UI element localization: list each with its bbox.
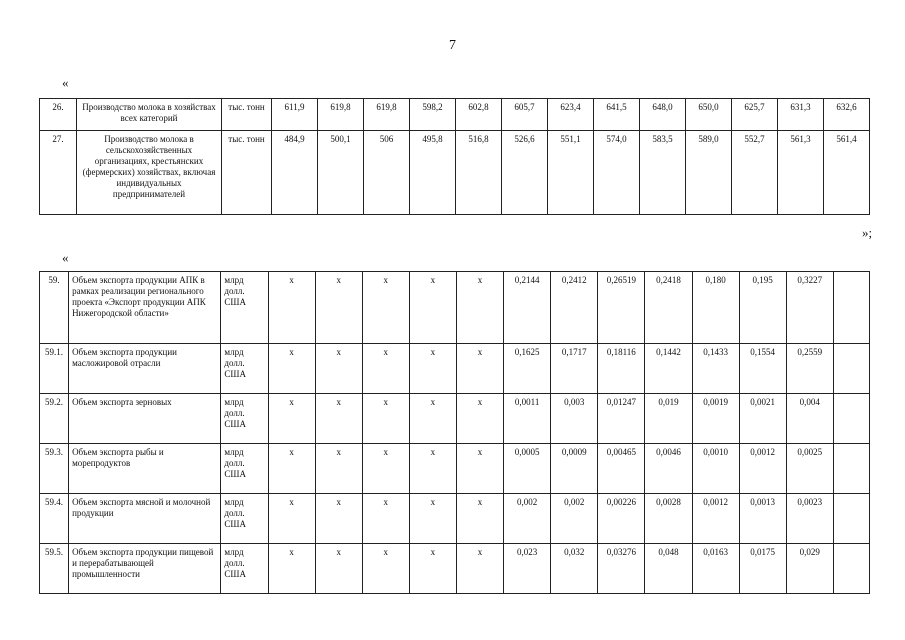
- indicator-name: Производство молока в сельскохозяйственных организациях, крестьянских (фермерских) хозяйствах, включая индивидуальных предпринимателей: [77, 131, 222, 215]
- value-cell: 0,2559: [786, 344, 833, 394]
- value-cell: 0,180: [692, 272, 739, 344]
- unit: млрд долл. США: [221, 544, 268, 594]
- indicator-name: Объем экспорта мясной и молочной продукции: [69, 494, 221, 544]
- value-cell: 0,18116: [598, 344, 645, 394]
- opening-quote-1: «: [62, 75, 69, 90]
- unit: тыс. тонн: [222, 99, 272, 131]
- value-cell: 0,2144: [504, 272, 551, 344]
- value-cell: 0,0175: [739, 544, 786, 594]
- value-cell: 0,029: [786, 544, 833, 594]
- value-cell: 500,1: [318, 131, 364, 215]
- value-cell: 0,023: [504, 544, 551, 594]
- indicator-name: Производство молока в хозяйствах всех категорий: [77, 99, 222, 131]
- unit: млрд долл. США: [221, 494, 268, 544]
- value-cell: [833, 544, 869, 594]
- value-cell: 574,0: [594, 131, 640, 215]
- value-cell: 561,4: [824, 131, 870, 215]
- value-cell: х: [456, 272, 503, 344]
- value-cell: 0,0046: [645, 444, 692, 494]
- value-cell: 0,1433: [692, 344, 739, 394]
- value-cell: 0,0021: [739, 394, 786, 444]
- value-cell: 632,6: [824, 99, 870, 131]
- value-cell: 0,0028: [645, 494, 692, 544]
- indicator-name: Объем экспорта продукции АПК в рамках реализации регионального проекта «Экспорт продукции АПК Нижегородской области»: [69, 272, 221, 344]
- value-cell: х: [268, 394, 315, 444]
- row-number: 59.: [40, 272, 69, 344]
- row-number: 59.5.: [40, 544, 69, 594]
- value-cell: 0,03276: [598, 544, 645, 594]
- value-cell: 0,1554: [739, 344, 786, 394]
- value-cell: 0,0005: [504, 444, 551, 494]
- value-cell: 0,0163: [692, 544, 739, 594]
- row-number: 26.: [40, 99, 77, 131]
- value-cell: 0,002: [504, 494, 551, 544]
- value-cell: 0,2412: [551, 272, 598, 344]
- value-cell: 561,3: [778, 131, 824, 215]
- value-cell: х: [268, 272, 315, 344]
- value-cell: 0,0011: [504, 394, 551, 444]
- value-cell: х: [362, 494, 409, 544]
- value-cell: х: [362, 344, 409, 394]
- value-cell: 611,9: [272, 99, 318, 131]
- value-cell: х: [409, 344, 456, 394]
- value-cell: х: [362, 444, 409, 494]
- table-row: [40, 99, 870, 131]
- row-number: 27.: [40, 131, 77, 215]
- value-cell: 0,0012: [692, 494, 739, 544]
- value-cell: 602,8: [456, 99, 502, 131]
- table-row: [40, 544, 870, 594]
- table-row: [40, 494, 870, 544]
- value-cell: 641,5: [594, 99, 640, 131]
- value-cell: 0,1442: [645, 344, 692, 394]
- value-cell: х: [409, 444, 456, 494]
- agro-export-table: [39, 271, 870, 594]
- row-number: 59.4.: [40, 494, 69, 544]
- value-cell: х: [456, 394, 503, 444]
- unit: тыс. тонн: [222, 131, 272, 215]
- value-cell: 0,0019: [692, 394, 739, 444]
- value-cell: 0,00226: [598, 494, 645, 544]
- value-cell: 0,1717: [551, 344, 598, 394]
- value-cell: х: [315, 344, 362, 394]
- value-cell: х: [315, 444, 362, 494]
- indicator-name: Объем экспорта зерновых: [69, 394, 221, 444]
- value-cell: х: [315, 544, 362, 594]
- row-number: 59.1.: [40, 344, 69, 394]
- value-cell: 619,8: [364, 99, 410, 131]
- row-number: 59.3.: [40, 444, 69, 494]
- value-cell: х: [362, 544, 409, 594]
- value-cell: х: [268, 544, 315, 594]
- value-cell: х: [315, 272, 362, 344]
- value-cell: [833, 272, 869, 344]
- value-cell: 605,7: [502, 99, 548, 131]
- value-cell: 516,8: [456, 131, 502, 215]
- value-cell: 0,019: [645, 394, 692, 444]
- value-cell: 598,2: [410, 99, 456, 131]
- table-row: [40, 444, 870, 494]
- value-cell: х: [409, 394, 456, 444]
- value-cell: 0,032: [551, 544, 598, 594]
- value-cell: 648,0: [640, 99, 686, 131]
- value-cell: 0,0013: [739, 494, 786, 544]
- value-cell: х: [456, 444, 503, 494]
- unit: млрд долл. США: [221, 344, 268, 394]
- table-row: [40, 131, 870, 215]
- value-cell: 552,7: [732, 131, 778, 215]
- unit: млрд долл. США: [221, 394, 268, 444]
- value-cell: 0,2418: [645, 272, 692, 344]
- value-cell: 495,8: [410, 131, 456, 215]
- value-cell: 619,8: [318, 99, 364, 131]
- value-cell: [833, 494, 869, 544]
- value-cell: х: [315, 494, 362, 544]
- value-cell: 0,1625: [504, 344, 551, 394]
- value-cell: х: [409, 494, 456, 544]
- value-cell: 625,7: [732, 99, 778, 131]
- value-cell: [833, 344, 869, 394]
- value-cell: [833, 444, 869, 494]
- table-row: [40, 394, 870, 444]
- value-cell: х: [362, 394, 409, 444]
- value-cell: х: [456, 494, 503, 544]
- value-cell: 650,0: [686, 99, 732, 131]
- table-row: [40, 344, 870, 394]
- page-number: 7: [449, 38, 456, 53]
- value-cell: 506: [364, 131, 410, 215]
- value-cell: 551,1: [548, 131, 594, 215]
- value-cell: х: [456, 344, 503, 394]
- table-row: [40, 272, 870, 344]
- value-cell: 0,048: [645, 544, 692, 594]
- value-cell: х: [315, 394, 362, 444]
- value-cell: х: [409, 272, 456, 344]
- milk-production-table: [39, 98, 870, 215]
- value-cell: 0,004: [786, 394, 833, 444]
- value-cell: 623,4: [548, 99, 594, 131]
- value-cell: 589,0: [686, 131, 732, 215]
- value-cell: 0,0023: [786, 494, 833, 544]
- value-cell: х: [268, 494, 315, 544]
- value-cell: 583,5: [640, 131, 686, 215]
- unit: млрд долл. США: [221, 444, 268, 494]
- indicator-name: Объем экспорта продукции масложировой отрасли: [69, 344, 221, 394]
- value-cell: х: [268, 344, 315, 394]
- closing-quote: »;: [862, 225, 873, 240]
- value-cell: 0,0012: [739, 444, 786, 494]
- row-number: 59.2.: [40, 394, 69, 444]
- value-cell: х: [268, 444, 315, 494]
- value-cell: 0,3227: [786, 272, 833, 344]
- value-cell: 0,003: [551, 394, 598, 444]
- value-cell: х: [362, 272, 409, 344]
- value-cell: х: [456, 544, 503, 594]
- value-cell: 484,9: [272, 131, 318, 215]
- value-cell: 526,6: [502, 131, 548, 215]
- indicator-name: Объем экспорта продукции пищевой и перерабатывающей промышленности: [69, 544, 221, 594]
- opening-quote-2: «: [62, 250, 69, 265]
- value-cell: 0,002: [551, 494, 598, 544]
- value-cell: 0,0025: [786, 444, 833, 494]
- indicator-name: Объем экспорта рыбы и морепродуктов: [69, 444, 221, 494]
- value-cell: [833, 394, 869, 444]
- value-cell: 0,0010: [692, 444, 739, 494]
- unit: млрд долл. США: [221, 272, 268, 344]
- value-cell: 631,3: [778, 99, 824, 131]
- value-cell: 0,00465: [598, 444, 645, 494]
- value-cell: 0,0009: [551, 444, 598, 494]
- value-cell: х: [409, 544, 456, 594]
- value-cell: 0,01247: [598, 394, 645, 444]
- value-cell: 0,26519: [598, 272, 645, 344]
- value-cell: 0,195: [739, 272, 786, 344]
